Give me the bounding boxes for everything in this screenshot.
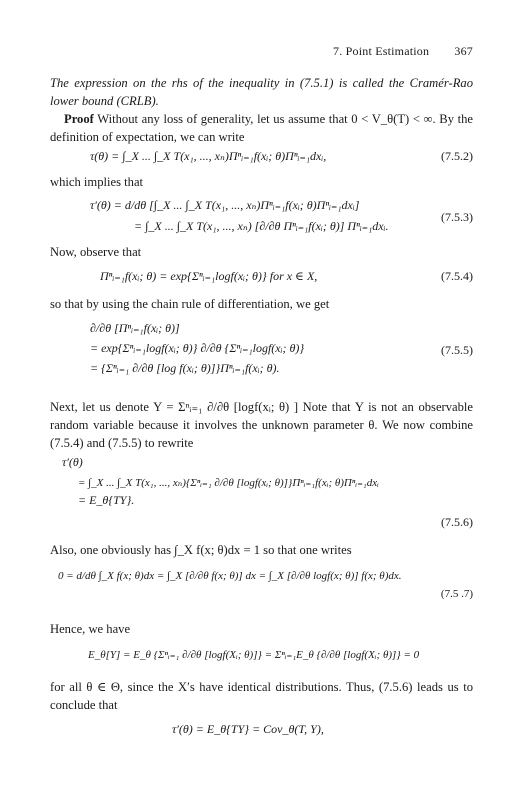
- proof-paragraph: [50, 110, 473, 146]
- equation-expectation-y-body: E_θ[Y] = E_θ {Σⁿᵢ₌₁ ∂/∂θ [logf(Xᵢ; θ)]} = Σⁿᵢ₌₁E_θ {∂/∂θ [logf(Xᵢ; θ)]} = 0: [88, 649, 420, 661]
- page-number: 367: [454, 44, 473, 58]
- equation-covariance: [50, 722, 473, 737]
- proof-label: Proof: [64, 112, 94, 126]
- running-header: [333, 44, 473, 59]
- identical-distributions-paragraph: for all θ ∈ Θ, since the X′s have identical distributions. Thus, (7.5.6) leads us to conclude that: [50, 680, 473, 712]
- observe-text: Now, observe that: [50, 245, 142, 259]
- equation-number: (7.5.5): [441, 343, 473, 357]
- equation-7-5-7-body: 0 = d/dθ ∫_X f(x; θ)dx = ∫_X [∂/∂θ f(x; θ)] dx = ∫_X [∂/∂θ logf(x; θ)] f(x; θ)dx.: [58, 570, 402, 582]
- equation-7-5-6-line-1: τ′(θ): [62, 455, 83, 469]
- equation-7-5-5: [50, 321, 473, 383]
- hence-text: Hence, we have: [50, 622, 131, 636]
- equation-number: (7.5.3): [441, 210, 473, 224]
- equation-7-5-6-line-3: = E_θ{TY}.: [78, 493, 135, 507]
- equation-number: (7.5.2): [441, 149, 473, 163]
- equation-covariance-body: τ′(θ) = E_θ{TY} = Cov_θ(T, Y),: [172, 722, 324, 736]
- denote-paragraph: Next, let us denote Y = Σⁿᵢ₌₁ ∂/∂θ [logf(xᵢ; θ) ] Note that Y is not an observable random variable because it involves the unknown parameter θ. We now combine (7.5.4) and (7.5.5) to rewrite: [50, 400, 473, 450]
- equation-7-5-4: [50, 269, 473, 284]
- normalization-text: Also, one obviously has ∫_X f(x; θ)dx = 1 so that one writes: [50, 543, 352, 557]
- equation-number: (7.5.4): [441, 269, 473, 283]
- implies-text: which implies that: [50, 175, 144, 189]
- equation-7-5-7: [50, 570, 473, 604]
- equation-7-5-3-line-1: τ′(θ) = d/dθ [∫_X ... ∫_X T(x₁, ..., xₙ)Πⁿᵢ₌₁f(xᵢ; θ)Πⁿᵢ₌₁dxᵢ]: [90, 198, 360, 212]
- equation-7-5-3-line-2: = ∫_X ... ∫_X T(x₁, ..., xₙ) [∂/∂θ Πⁿᵢ₌₁f(xᵢ; θ)] Πⁿᵢ₌₁dxᵢ.: [134, 219, 389, 233]
- equation-number: (7.5.6): [441, 515, 473, 529]
- equation-7-5-5-line-1: ∂/∂θ [Πⁿᵢ₌₁f(xᵢ; θ)]: [90, 321, 180, 335]
- equation-7-5-4-body: Πⁿᵢ₌₁f(xᵢ; θ) = exp{Σⁿᵢ₌₁logf(xᵢ; θ)} for x ∈ X,: [100, 269, 318, 283]
- equation-7-5-2-body: τ(θ) = ∫_X ... ∫_X T(x₁, ..., xₙ)Πⁿᵢ₌₁f(xᵢ; θ)Πⁿᵢ₌₁dxᵢ,: [90, 149, 327, 163]
- equation-expectation-y: [50, 648, 473, 661]
- proof-text: Without any loss of generality, let us assume that 0 < V_θ(T) < ∞. By the definition of expectation, we can write: [50, 112, 474, 144]
- chain-rule-text: so that by using the chain rule of differentiation, we get: [50, 297, 330, 311]
- equation-7-5-6: [50, 455, 473, 527]
- equation-7-5-2: [50, 149, 473, 164]
- equation-7-5-3: [50, 198, 473, 238]
- crlb-definition: The expression on the rhs of the inequality in (7.5.1) is called the Cramér-Rao lower bound (CRLB).: [50, 76, 473, 108]
- chapter-title: 7. Point Estimation: [333, 44, 430, 58]
- equation-7-5-6-line-2: = ∫_X ... ∫_X T(x₁, ..., xₙ){Σⁿᵢ₌₁ ∂/∂θ [logf(xᵢ; θ)]}Πⁿᵢ₌₁f(xᵢ; θ)Πⁿᵢ₌₁dxᵢ: [78, 477, 379, 489]
- equation-number: (7.5 .7): [440, 588, 473, 600]
- equation-7-5-5-line-3: = {Σⁿᵢ₌₁ ∂/∂θ [log f(xᵢ; θ)]}Πⁿᵢ₌₁f(xᵢ; θ).: [90, 361, 280, 375]
- equation-7-5-5-line-2: = exp{Σⁿᵢ₌₁logf(xᵢ; θ)} ∂/∂θ {Σⁿᵢ₌₁logf(xᵢ; θ)}: [90, 341, 305, 355]
